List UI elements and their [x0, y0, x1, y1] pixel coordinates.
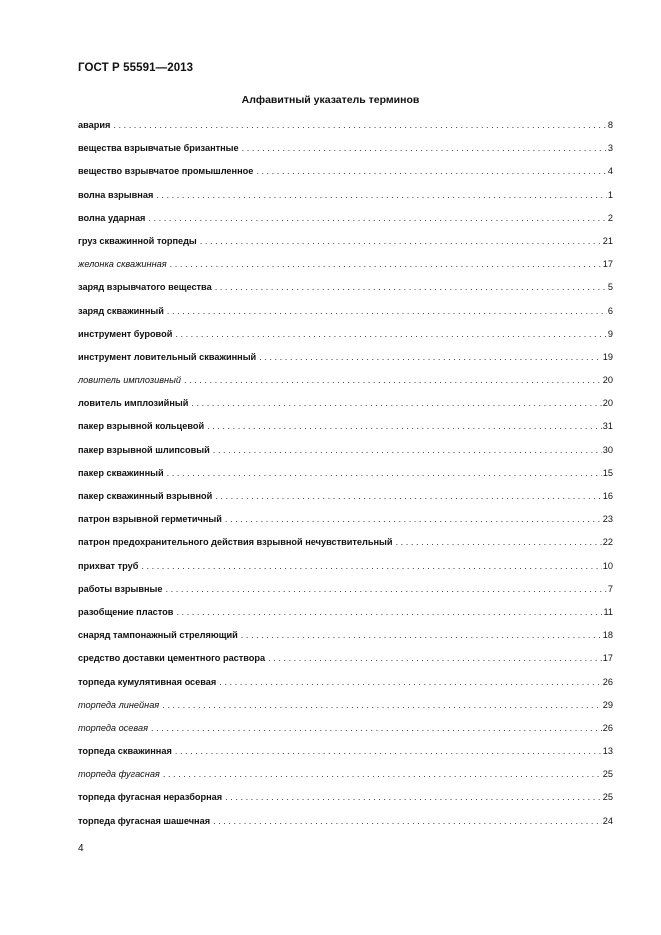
- index-entry-term: желонка скважинная: [78, 259, 167, 270]
- index-entry-page: 6: [607, 305, 613, 316]
- footer-page-number: 4: [78, 843, 84, 854]
- index-entry-term: заряд взрывчатого вещества: [78, 282, 212, 293]
- index-entry: [78, 767, 613, 790]
- index-entry-page: 5: [607, 282, 613, 293]
- index-entry-page: 26: [602, 676, 613, 687]
- index-entry: [78, 164, 613, 187]
- index-entry-page: 4: [607, 166, 613, 177]
- dot-leader: [167, 304, 607, 318]
- dot-leader: [256, 164, 607, 178]
- dot-leader: [396, 535, 602, 549]
- index-entry-term: волна ударная: [78, 212, 146, 223]
- index-entry-term: торпеда фугасная: [78, 769, 160, 780]
- index-entry: [78, 559, 613, 582]
- index-entry-page: 17: [602, 259, 613, 270]
- index-entry-term: пакер скважинный взрывной: [78, 491, 213, 501]
- index-entry: [78, 721, 613, 744]
- index-entry-term: авария: [78, 120, 111, 130]
- index-entry: [78, 350, 613, 373]
- dot-leader: [207, 419, 602, 433]
- index-entry: [78, 118, 613, 141]
- index-entry: [78, 744, 613, 767]
- dot-leader: [151, 721, 602, 735]
- dot-leader: [162, 698, 602, 712]
- index-entry-page: 1: [607, 189, 613, 200]
- index-entry: [78, 605, 613, 628]
- index-entry-page: 2: [607, 212, 613, 223]
- dot-leader: [225, 512, 602, 526]
- index-title: Алфавитный указатель терминов: [241, 94, 420, 106]
- index-entry: [78, 790, 613, 813]
- index-entry-term: патрон взрывной герметичный: [78, 514, 222, 525]
- dot-leader: [175, 327, 607, 341]
- index-entry: [78, 675, 613, 698]
- index-entry-page: 26: [602, 722, 613, 733]
- index-entry-page: 20: [602, 375, 613, 386]
- dot-leader: [163, 767, 602, 781]
- index-entry-page: 7: [607, 583, 613, 594]
- index-entry-page: 3: [607, 143, 613, 154]
- index-entry-term: торпеда скважинная: [78, 746, 172, 757]
- index-entry: [78, 419, 613, 442]
- index-entry-term: патрон предохранительного действия взрывной нечувствительный: [78, 537, 393, 548]
- index-entry-term: инструмент ловительный скважинный: [78, 351, 257, 362]
- index-entry-term: работы взрывные: [78, 583, 163, 594]
- dot-leader: [184, 373, 602, 387]
- index-entry-term: торпеда кумулятивная осевая: [78, 676, 217, 687]
- index-entry-term: вещества взрывчатые бризантные: [78, 143, 239, 154]
- index-entry-term: средство доставки цементного раствора: [78, 653, 266, 664]
- index-entry-page: 10: [602, 560, 613, 571]
- dot-leader: [268, 651, 602, 665]
- index-entry: [78, 304, 613, 327]
- index-entry-page: 22: [602, 537, 613, 548]
- index-entry: [78, 188, 613, 211]
- index-entry: [78, 535, 613, 558]
- index-entry-term: торпеда фугасная неразборная: [78, 792, 223, 803]
- index-entry-page: 18: [602, 630, 613, 641]
- index-entry-term: прихват труб: [78, 560, 139, 571]
- dot-leader: [191, 396, 601, 410]
- index-entry-term: снаряд тампонажный стреляющий: [78, 630, 238, 641]
- index-entry: [78, 443, 613, 466]
- index-entry-term: груз скважинной торпеды: [78, 235, 197, 246]
- index-entry-page: 9: [607, 328, 613, 339]
- index-entry-term: пакер взрывной кольцевой: [78, 421, 205, 432]
- dot-leader: [213, 443, 602, 457]
- index-entry: [78, 280, 613, 303]
- index-entry-term: торпеда линейная: [78, 699, 160, 710]
- index-entry-page: 19: [602, 351, 613, 362]
- index-entry-page: 20: [602, 398, 613, 409]
- index-entry: [78, 628, 613, 651]
- dot-leader: [259, 350, 602, 364]
- index-entry-term: инструмент буровой: [78, 328, 173, 339]
- dot-leader: [170, 257, 602, 271]
- dot-leader: [113, 118, 607, 132]
- index-entry-term: ловитель имплозийный: [78, 398, 189, 409]
- index-entry-page: 15: [602, 467, 613, 478]
- index-entry: [78, 141, 613, 164]
- index-entry-term: пакер взрывной шлипсовый: [78, 444, 210, 455]
- index-entry-term: пакер скважинный: [78, 467, 164, 478]
- index-entry: [78, 466, 613, 489]
- dot-leader: [215, 280, 607, 294]
- index-entry-page: 13: [602, 746, 613, 757]
- document-code: ГОСТ Р 55591—2013: [78, 62, 194, 74]
- index-entry: [78, 257, 613, 280]
- index-entry-page: 23: [602, 514, 613, 525]
- dot-leader: [225, 790, 602, 804]
- dot-leader: [166, 582, 607, 596]
- dot-leader: [241, 628, 602, 642]
- index-entry-page: 25: [602, 792, 613, 803]
- index-entry-page: 24: [602, 815, 613, 826]
- index-entry-page: 25: [602, 769, 613, 780]
- index-entry-page: 29: [602, 699, 613, 710]
- dot-leader: [213, 814, 602, 828]
- index-entry-page: 11: [603, 606, 613, 617]
- index-entry: [78, 327, 613, 350]
- index-entry-term: торпеда фугасная шашечная: [78, 815, 211, 826]
- index-entry: [78, 396, 613, 419]
- dot-leader: [141, 559, 601, 573]
- dot-leader: [156, 188, 607, 202]
- index-entry: [78, 698, 613, 721]
- dot-leader: [176, 605, 602, 619]
- index-entry-term: волна взрывная: [78, 189, 154, 200]
- index-entry: [78, 373, 613, 396]
- dot-leader: [148, 211, 606, 225]
- index-entry-page: 21: [602, 235, 613, 246]
- index-entry-page: 30: [602, 444, 613, 455]
- dot-leader: [167, 466, 602, 480]
- index-entry-term: разобщение пластов: [78, 606, 174, 617]
- dot-leader: [200, 234, 602, 248]
- index-entry: [78, 651, 613, 674]
- index-entry: [78, 211, 613, 234]
- dot-leader: [242, 141, 607, 155]
- index-entry-page: 16: [602, 491, 613, 501]
- index-entry: [78, 512, 613, 535]
- index-entry-term: заряд скважинный: [78, 305, 164, 316]
- index-entry-term: торпеда осевая: [78, 722, 148, 733]
- index-entry: [78, 234, 613, 257]
- dot-leader: [175, 744, 602, 758]
- index-entry: [78, 814, 613, 837]
- index-entry: [78, 582, 613, 605]
- index-entry-page: 17: [602, 653, 613, 664]
- dot-leader: [219, 675, 601, 689]
- index-entry-page: 31: [602, 421, 613, 432]
- index-entry: [78, 489, 613, 512]
- dot-leader: [215, 489, 601, 503]
- index-entry-term: ловитель имплозивный: [78, 375, 181, 386]
- term-index-list: [78, 118, 613, 837]
- index-entry-term: вещество взрывчатое промышленное: [78, 166, 254, 177]
- index-entry-page: 8: [607, 120, 613, 130]
